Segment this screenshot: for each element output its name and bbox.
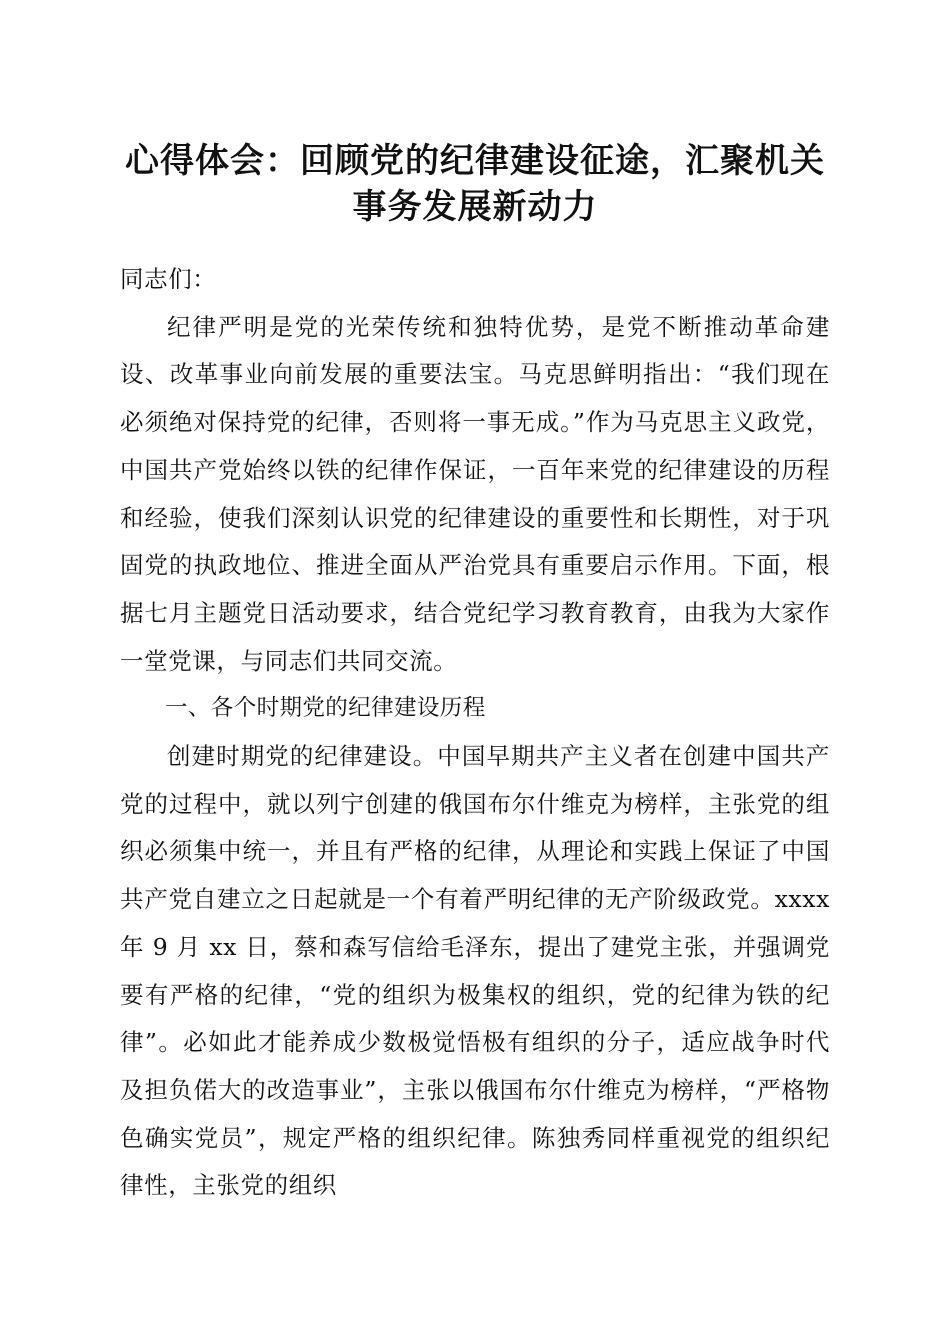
paragraph-intro: 纪律严明是党的光荣传统和独特优势，是党不断推动革命建设、改革事业向前发展的重要法宝。马克思鲜明指出：“我们现在必须绝对保持党的纪律，否则将一事无成。”作为马克思主义政党，中国共产党始终以铁的纪律作保证，一百年来党的纪律建设的历程和经验，使我们深刻认识党的纪律建设的重要性和长期性，对于巩固党的执政地位、推进全面从严治党具有重要启示作用。下面，根据七月主题党日活动要求，结合党纪学习教育教育，由我为大家作一堂党课，与同志们共同交流。 [120, 312, 830, 675]
document-title-line-2: 事务发展新动力 [352, 187, 598, 227]
paragraph-founding-period: 创建时期党的纪律建设。中国早期共产主义者在创建中国共产党的过程中，就以列宁创建的俄国布尔什维克为榜样，主张党的组织必须集中统一，并且有严格的纪律，从理论和实践上保证了中国共产党自建立之日起就是一个有着严明纪律的无产阶级政党。xxxx 年 9 月 xx 日，蔡和森写信给毛泽东，提出了建党主张，并强调党要有严格的纪律，“党的组织为极集权的组织，党的纪律为铁的纪律”。必如此才能养成少数极觉悟极有组织的分子，适应战争时代及担负偌大的改造事业”，主张以俄国布尔什维克为榜样，“严格物色确实党员”，规定严格的组织纪律。陈独秀同样重视党的组织纪律性，主张党的组织 [120, 742, 830, 1200]
document-title-line-1: 心得体会：回顾党的纪律建设征途，汇聚机关 [125, 141, 825, 181]
section-heading: 一、各个时期党的纪律建设历程 [165, 695, 486, 722]
salutation: 同志们： [120, 265, 217, 293]
document-body [120, 256, 830, 1210]
